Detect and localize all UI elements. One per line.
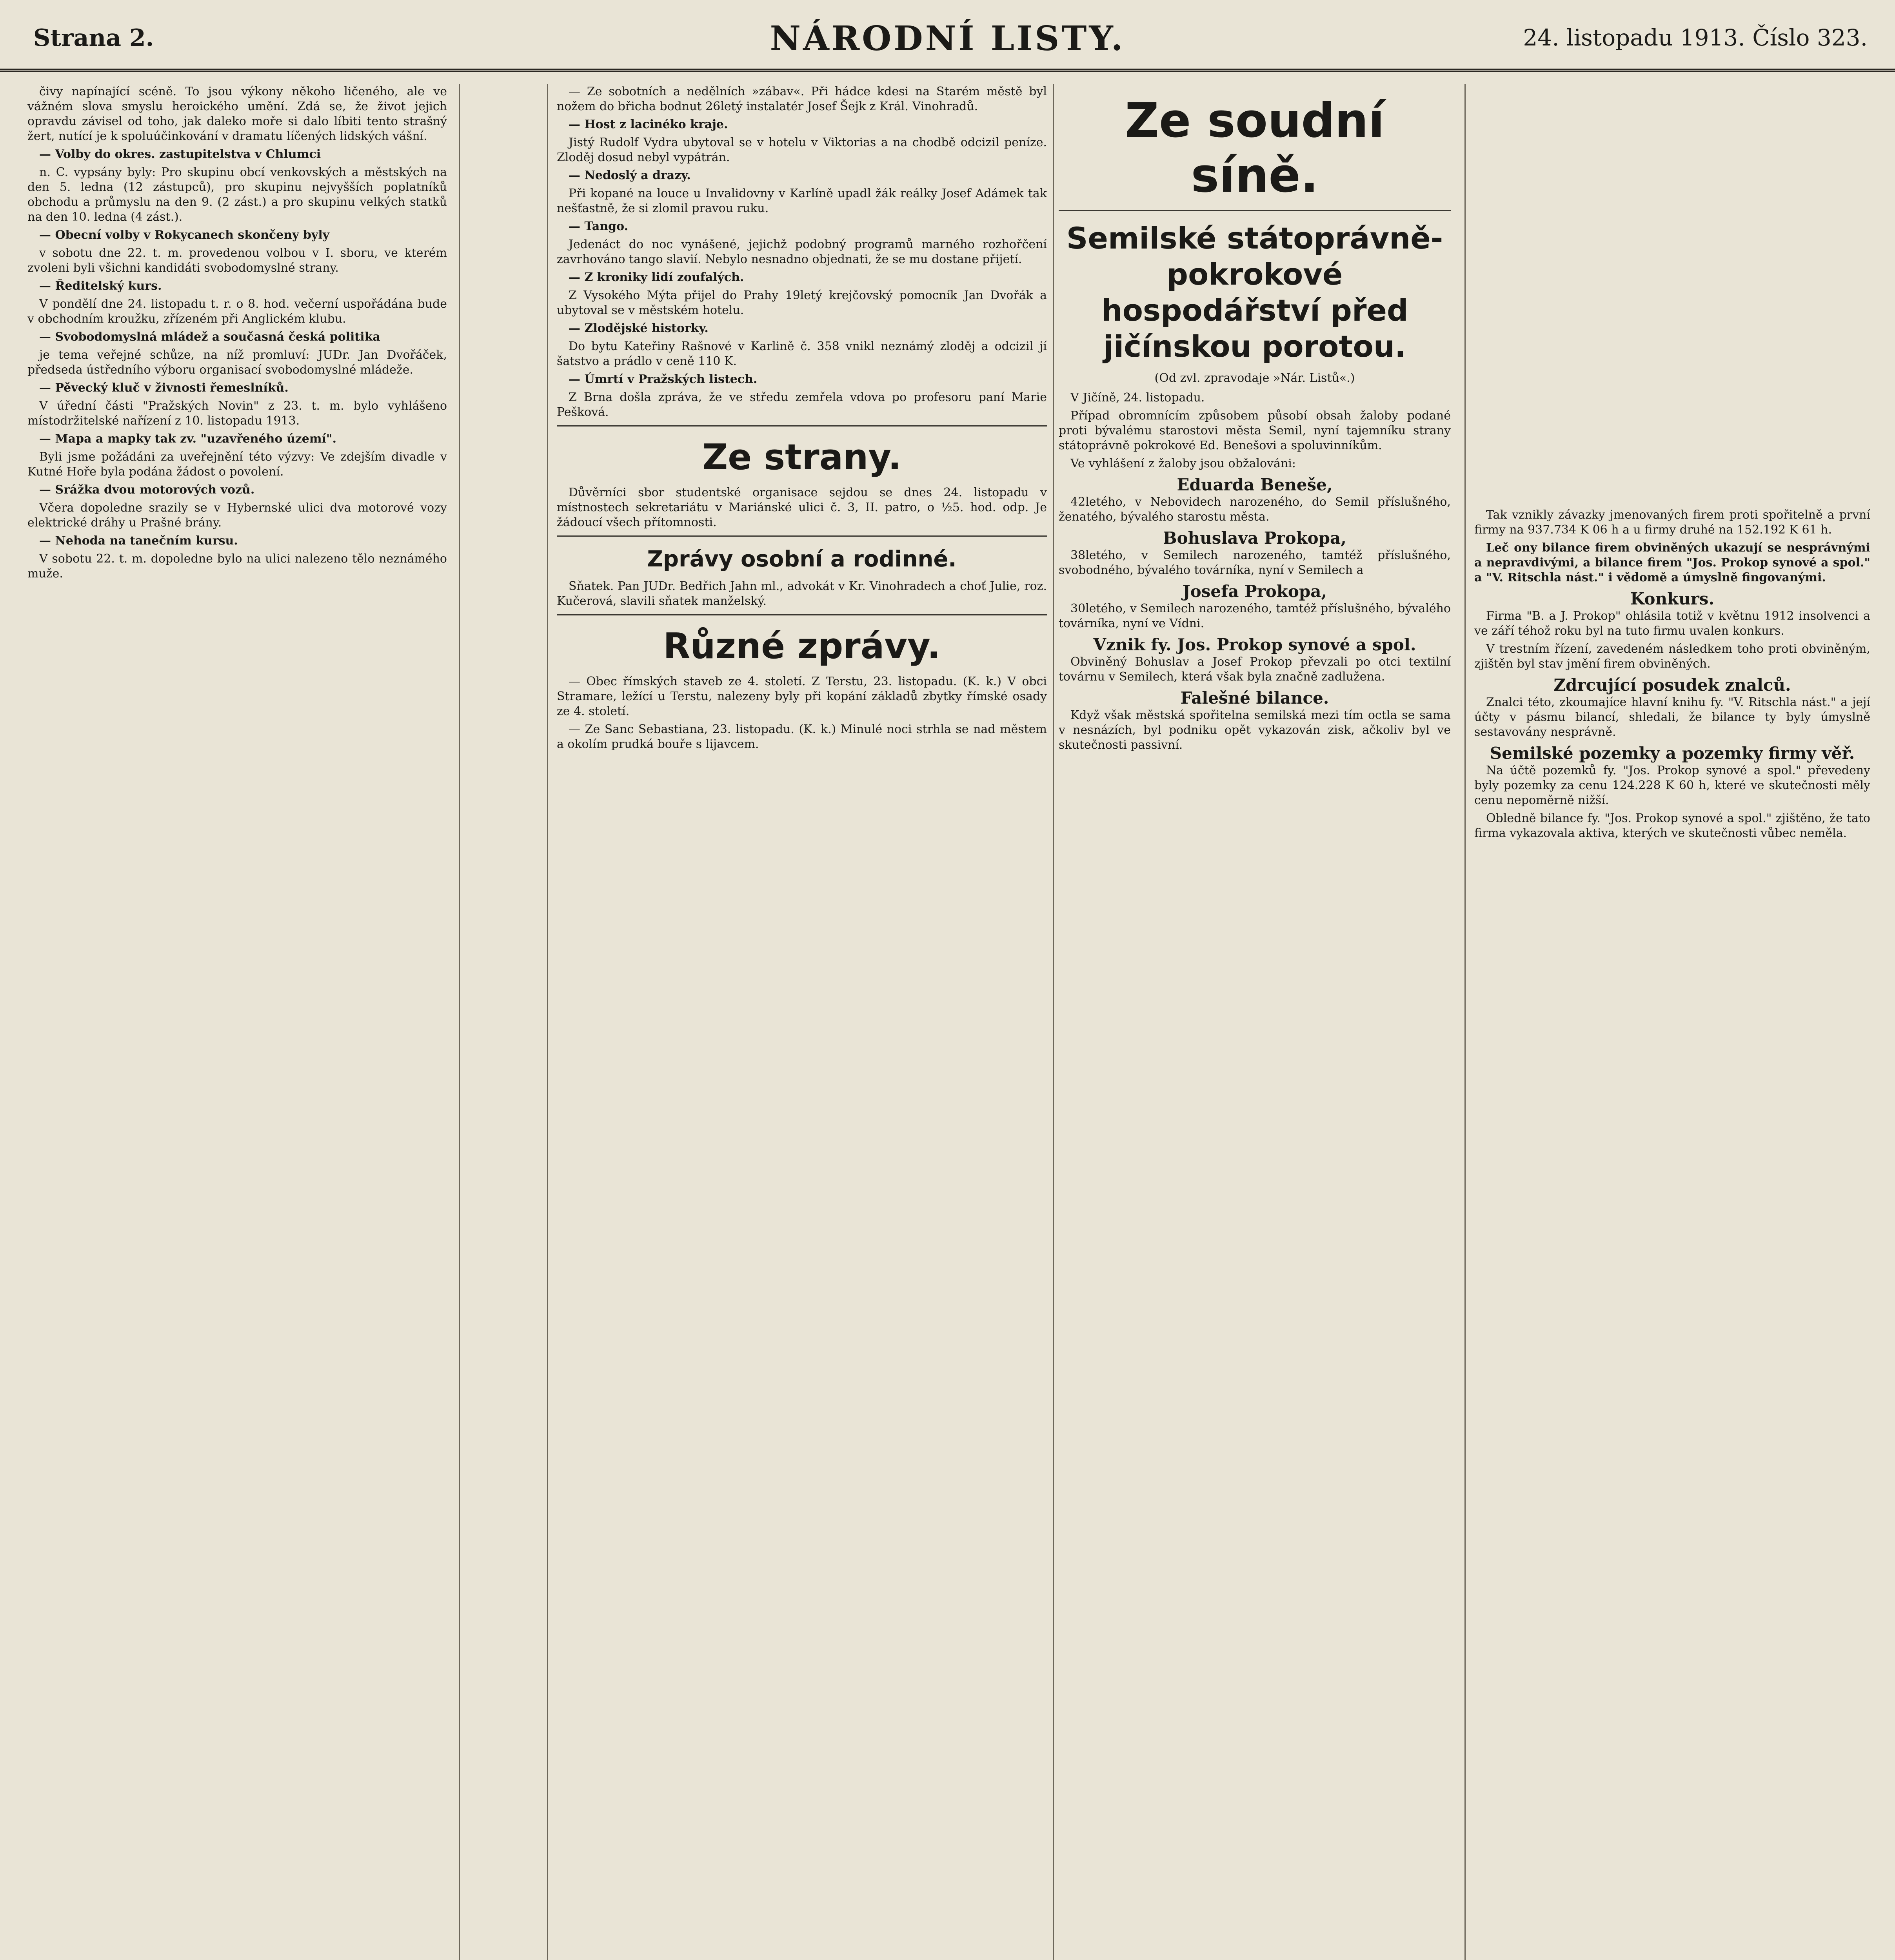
column-5	[1474, 84, 1870, 1960]
article-text: Firma "B. a J. Prokop" ohlásila totiž v květnu 1912 insolvenci a ve září téhož roku byl na tuto firmu uvalen konkurs.	[1474, 609, 1870, 638]
section-rule	[557, 535, 1047, 537]
masthead	[0, 0, 1895, 72]
section-heading-soudni-sin: Ze soudní síně.	[1125, 94, 1384, 203]
article-headline: — Mapa a mapky tak zv. "uzavřeného území".	[39, 432, 337, 446]
article-headline: — Obecní volby v Rokycanech skončeny byly	[39, 228, 330, 242]
dateline: V Jičíně, 24. listopadu.	[1070, 391, 1205, 405]
article-text: Jedenáct do noc vynášené, jejichž podobný programů marného rozhořčení zavrhováno tango slavií. Nebylo nesnadno objednati, že se mu dostane přijetí.	[557, 238, 1047, 266]
article-text: Když však městská spořitelna semilská mezi tím octla se sama v nesnázích, byl podniku opět vykazován zisk, ačkoliv byl ve skutečnosti passivní.	[1059, 708, 1451, 752]
section-rule	[1059, 210, 1451, 211]
subsection-heading: Zdrcující posudek znalců.	[1553, 675, 1791, 695]
section-heading-zpravy-osobni: Zprávy osobní a rodinné.	[647, 546, 957, 572]
article-headline: — Nedoslý a drazy.	[569, 169, 691, 182]
article-text: V pondělí dne 24. listopadu t. r. o 8. hod. večerní uspořádána bude v obchodním kroužku, zřízeném při Anglickém klubu.	[27, 297, 447, 326]
article-text: 42letého, v Nebovidech narozeného, do Semil příslušného, ženatého, bývalého starostu města.	[1059, 495, 1451, 524]
article-text: — Ze sobotních a nedělních »zábav«. Při hádce kdesi na Starém městě byl nožem do břicha bodnut 26letý instalatér Josef Šejk z Král. Vinohradů.	[557, 85, 1047, 113]
article-text: n. C. vypsány byly: Pro skupinu obcí venkovských a městských na den 5. ledna (12 zástupců), pro skupinu nejvyšších poplatníků obchodu a průmyslu na den 9. (2 zást.) a pro skupinu velkých statků na den 10. ledna (4 zást.).	[27, 165, 447, 224]
page-number: Strana 2.	[33, 24, 154, 52]
headline-spacer	[1474, 84, 1870, 508]
article-text: Ve vyhlášení z žaloby jsou obžalováni:	[1070, 457, 1296, 470]
article-text: Z Vysokého Mýta přijel do Prahy 19letý krejčovský pomocník Jan Dvořák a ubytoval se v městském hotelu.	[557, 289, 1047, 317]
defendant-name: Eduarda Beneše,	[1177, 475, 1333, 494]
article-main-headline: Semilské státoprávně-pokrokové hospodářství před jičínskou porotou.	[1066, 221, 1443, 364]
column-gutter	[471, 84, 541, 1960]
column-rule	[547, 84, 548, 1960]
column-rule	[1053, 84, 1054, 1960]
article-text: Obledně bilance fy. "Jos. Prokop synové a spol." zjištěno, že tato firma vykazovala aktiva, kterých ve skutečnosti vůbec neměla.	[1474, 811, 1870, 840]
article-text: Včera dopoledne srazily se v Hybernské ulici dva motorové vozy elektrické dráhy u Prašné brány.	[27, 501, 447, 530]
article-text: V úřední části "Pražských Novin" z 23. t. m. bylo vyhlášeno místodržitelské nařízení z 10. listopadu 1913.	[27, 399, 447, 428]
subsection-heading: Konkurs.	[1630, 589, 1715, 608]
article-text: je tema veřejné schůze, na níž promluví: JUDr. Jan Dvořáček, předseda ústředního výboru organisací svobodomyslné mládeže.	[27, 348, 447, 377]
article-headline: — Svobodomyslná mládež a současná česká politika	[39, 330, 380, 344]
article-headline: — Volby do okres. zastupitelstva v Chlumci	[39, 147, 321, 161]
article-text: 38letého, v Semilech narozeného, tamtéž příslušného, svobodného, bývalého továrníka, nyní v Semilech a	[1059, 548, 1451, 577]
column-1	[27, 84, 447, 1960]
section-rule	[557, 614, 1047, 615]
article-headline: — Pěvecký kluč v živnosti řemeslníků.	[39, 381, 289, 395]
article-text: Důvěrníci sbor studentské organisace sejdou se dnes 24. listopadu v místnostech sekretariátu v Mariánské ulici č. 3, II. patro, o ½5. hod. odp. Je žádoucí všech přítomnosti.	[557, 486, 1047, 529]
article-text: V sobotu 22. t. m. dopoledne bylo na ulici nalezeno tělo neznámého muže.	[27, 552, 447, 581]
defendant-name: Josefa Prokopa,	[1182, 582, 1327, 601]
article-text: Byli jsme požádáni za uveřejnění této výzvy: Ve zdejším divadle v Kutné Hoře byla podána žádost o povolení.	[27, 450, 447, 479]
column-4	[1059, 84, 1451, 1960]
article-headline: — Zlodějské historky.	[569, 321, 709, 335]
article-headline: — Ředitelský kurs.	[39, 279, 162, 293]
newspaper-title: NÁRODNÍ LISTY.	[770, 19, 1125, 58]
article-text: Z Brna došla zpráva, že ve středu zemřela vdova po profesoru paní Marie Pešková.	[557, 390, 1047, 419]
article-headline: — Úmrtí v Pražských listech.	[569, 372, 758, 386]
article-text: Znalci této, zkoumajíce hlavní knihu fy. "V. Ritschla nást." a její účty v pásmu bilancí, shledali, že bilance ty byly úmyslně sestavovány nesprávně.	[1474, 695, 1870, 739]
article-text: 30letého, v Semilech narozeného, tamtéž příslušného, bývalého továrníka, nyní ve Vídni.	[1059, 602, 1451, 630]
article-text: Tak vznikly závazky jmenovaných firem proti spořitelně a první firmy na 937.734 K 06 h a u firmy druhé na 152.192 K 61 h.	[1474, 508, 1870, 537]
article-text: — Obec římských staveb ze 4. století. Z Terstu, 23. listopadu. (K. k.) V obci Stramare, ležící u Terstu, nalezeny byly při kopání základů zbytky římské osady ze 4. století.	[557, 675, 1047, 718]
article-text: Obviněný Bohuslav a Josef Prokop převzali po otci textilní továrnu v Semilech, která však byla značně zadlužena.	[1059, 655, 1451, 684]
subsection-heading: Falešné bilance.	[1180, 688, 1329, 708]
article-text: V trestním řízení, zavedeném následkem toho proti obviněným, zjištěn byl stav jmění firem obviněných.	[1474, 642, 1870, 671]
column-rule	[459, 84, 460, 1960]
column-rule	[1464, 84, 1466, 1960]
article-text: Případ obromnícím způsobem působí obsah žaloby podané proti bývalému starostovi města Semil, nyní tajemníku strany státoprávně pokrokové Ed. Benešovi a spoluvinníkům.	[1059, 409, 1451, 452]
correspondent-note: (Od zvl. zpravodaje »Nár. Listů«.)	[1154, 371, 1355, 385]
article-text: — Ze Sanc Sebastiana, 23. listopadu. (K. k.) Minulé noci strhla se nad městem a okolím prudká bouře s lijavcem.	[557, 722, 1047, 751]
section-rule	[557, 425, 1047, 426]
issue-date: 24. listopadu 1913. Číslo 323.	[1523, 24, 1868, 51]
article-text: Při kopané na louce u Invalidovny v Karlíně upadl žák reálky Josef Adámek tak nešťastně, že si zlomil pravou ruku.	[557, 187, 1047, 215]
article-text: v sobotu dne 22. t. m. provedenou volbou v I. sboru, ve kterém zvoleni byli všichni kandidáti svobodomyslné strany.	[27, 246, 447, 275]
article-text: Leč ony bilance firem obviněných ukazují se nesprávnými a nepravdivými, a bilance firem "Jos. Prokop synové a spol." a "V. Ritschla nást." i vědomě a úmyslně fingovanými.	[1474, 541, 1870, 584]
article-headline: — Host z lacinéko kraje.	[569, 118, 728, 131]
article-text: Jistý Rudolf Vydra ubytoval se v hotelu v Viktorias a na chodbě odcizil peníze. Zloděj dosud nebyl vypátrán.	[557, 136, 1047, 164]
article-headline: — Srážka dvou motorových vozů.	[39, 483, 255, 497]
article-text: Do bytu Kateřiny Rašnové v Karlině č. 358 vnikl neznámý zloděj a odcizil jí šatstvo a prádlo v ceně 110 K.	[557, 339, 1047, 368]
article-text: Sňatek. Pan JUDr. Bedřich Jahn ml., advokát v Kr. Vinohradech a choť Julie, roz. Kučerová, slavili sňatek manželský.	[557, 579, 1047, 608]
article-text: čivy napínající scéně. To jsou výkony někoho ličeného, ale ve vážném slova smyslu heroického umění. Zdá se, že život jejich opravdu závisel od toho, jak daleko moře si dalo líbiti tento strašný žert, nutící je k spoluúčinkování v dramatu líčených lidských vášní.	[27, 85, 447, 143]
subsection-heading: Vznik fy. Jos. Prokop synové a spol.	[1093, 635, 1416, 654]
article-text: Na účtě pozemků fy. "Jos. Prokop synové a spol." převedeny byly pozemky za cenu 124.228 K 60 h, které ve skutečnosti měly cenu nepoměrně nižší.	[1474, 764, 1870, 807]
article-headline: — Z kroniky lidí zoufalých.	[569, 270, 744, 284]
defendant-name: Bohuslava Prokopa,	[1163, 528, 1346, 548]
section-heading-ruzne-zpravy: Různé zprávy.	[663, 626, 941, 667]
column-3	[557, 84, 1047, 1960]
section-heading-ze-strany: Ze strany.	[702, 437, 901, 478]
article-headline: — Nehoda na tanečním kursu.	[39, 534, 238, 548]
subsection-heading: Semilské pozemky a pozemky firmy věř.	[1490, 744, 1855, 763]
article-headline: — Tango.	[569, 220, 629, 233]
